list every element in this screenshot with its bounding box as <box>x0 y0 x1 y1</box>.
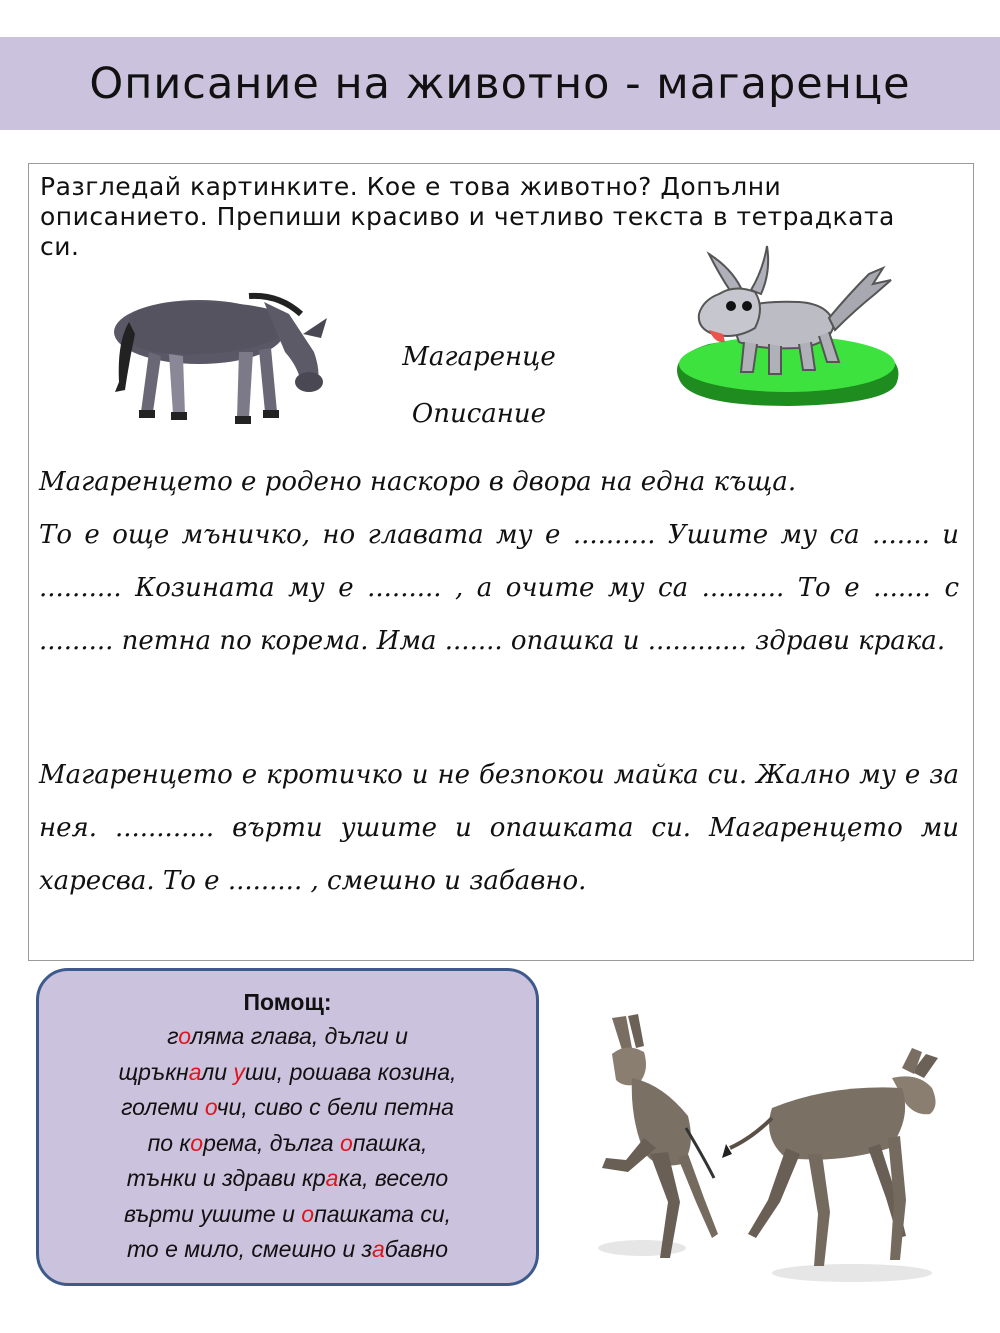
help-line <box>55 1019 520 1055</box>
help-word-list <box>55 1019 520 1268</box>
title-band <box>0 37 1000 130</box>
center-title: Магаренце <box>402 342 556 372</box>
page-title: Описание на животно - магаренце <box>89 58 911 109</box>
help-title-text: Помощ <box>243 989 324 1015</box>
story-paragraph-1: Магаренцето е родено наскоро в двора на една къща. <box>39 467 797 497</box>
help-text-segment: чи, сиво с бели петна <box>216 1094 454 1120</box>
grazing-donkey-image <box>89 272 329 432</box>
help-text-segment: то е мило, смешно и з <box>127 1236 372 1262</box>
help-text-segment: по к <box>147 1129 191 1156</box>
story-paragraph-3: Магаренцето е кротичко и не безпокои майка си. Жално му е за нея. ............ върти ушите и опашката си. Магаренцето ми харесва. То е ......... , смешно и забавно. <box>39 760 959 896</box>
worksheet-panel <box>28 163 974 961</box>
highlighted-letter: а <box>372 1236 385 1262</box>
help-text-segment: пашката си, <box>314 1200 452 1227</box>
help-line <box>55 1232 520 1268</box>
highlighted-letter: у <box>233 1058 245 1085</box>
center-subtitle: Описание <box>411 399 547 429</box>
help-text-segment: бавно <box>384 1236 448 1262</box>
help-text-segment: г <box>167 1023 179 1049</box>
help-line <box>55 1090 520 1126</box>
help-text-segment: ли <box>201 1058 234 1085</box>
highlighted-letter: о <box>178 1023 191 1049</box>
highlighted-letter: о <box>340 1129 353 1156</box>
help-line <box>55 1161 520 1197</box>
help-text-segment: тънки и здрави кр <box>126 1165 326 1191</box>
help-line <box>55 1197 520 1233</box>
highlighted-letter: о <box>190 1129 204 1156</box>
help-text-segment: големи <box>121 1094 205 1120</box>
instructions-text: Разгледай картинките. Кое е това животно? Допълни описанието. Препиши красиво и четливо текста в тетрадката си. <box>40 172 895 261</box>
help-text-segment: рема, дълга <box>203 1129 340 1156</box>
highlighted-letter: о <box>204 1094 217 1120</box>
help-box <box>36 968 539 1286</box>
help-line <box>55 1126 520 1162</box>
help-text-segment: щръкн <box>118 1058 189 1085</box>
running-donkeys-image <box>572 988 972 1288</box>
highlighted-letter: а <box>188 1058 202 1085</box>
highlighted-letter: о <box>301 1200 315 1227</box>
help-text-segment: пашка, <box>352 1129 428 1156</box>
highlighted-letter: а <box>325 1165 339 1191</box>
cartoon-donkey-image <box>669 244 905 419</box>
help-line <box>55 1055 520 1091</box>
help-text-segment: ляма глава, дълги и <box>190 1023 408 1049</box>
help-title-colon: : <box>323 989 332 1015</box>
help-text-segment: върти ушите и <box>123 1200 302 1227</box>
help-text-segment: ка, весело <box>338 1165 449 1191</box>
help-title <box>55 987 520 1017</box>
help-text-segment: ши, рошава козина, <box>244 1058 457 1085</box>
story-paragraph-2: То е още мъничко, но главата му е .......... Ушите му са ....... и .......... Козината му е ......... , а очите му са .......... То е ....... с ......... петна по корема. Има ....... опашка и ............ здрави крака. <box>39 520 959 656</box>
